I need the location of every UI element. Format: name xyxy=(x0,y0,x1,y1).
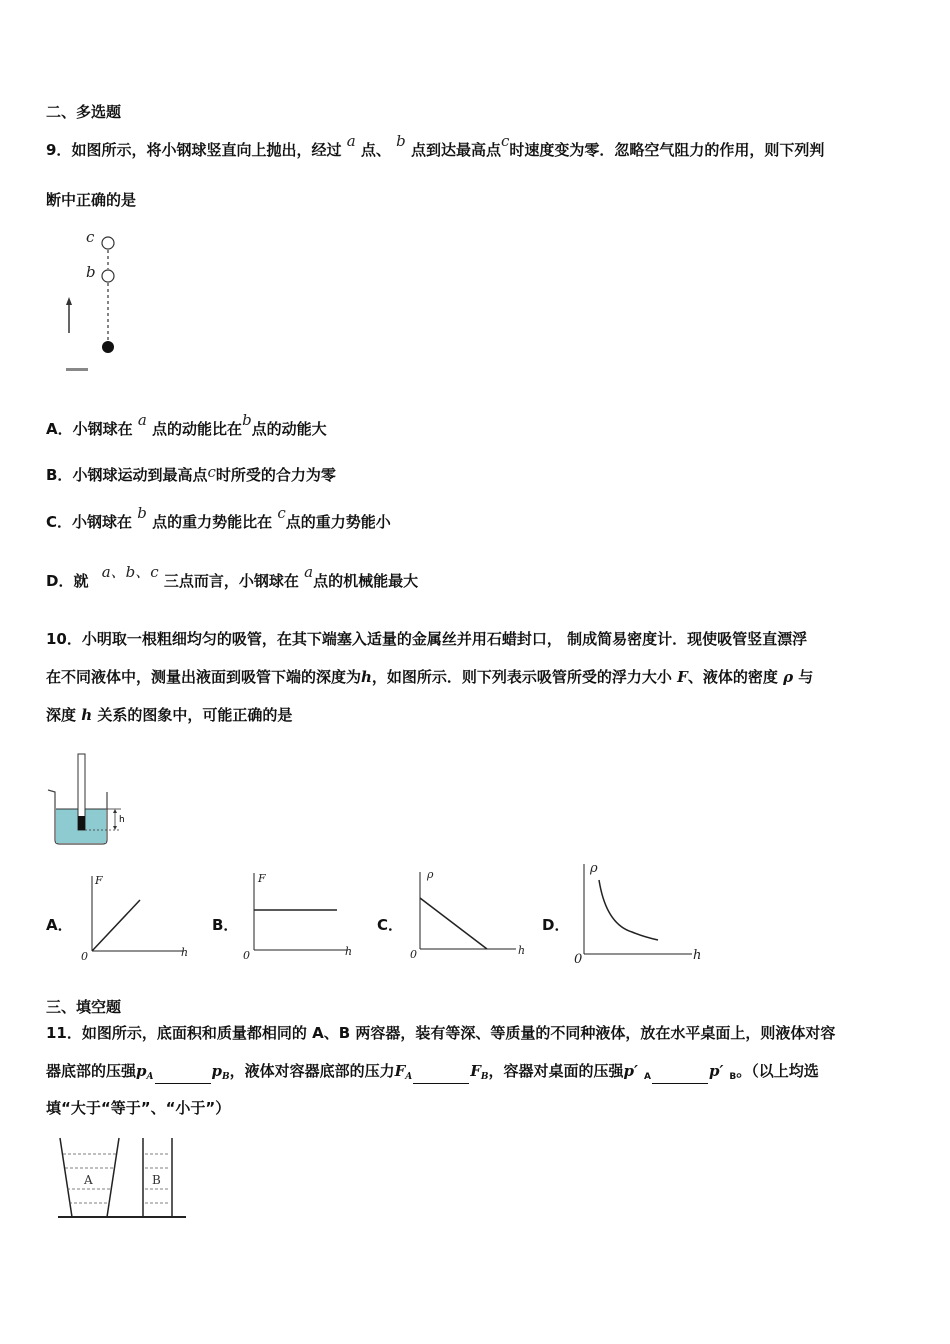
q9-stem-line1: 9．如图所示，将小钢球竖直向上抛出，经过 a 点、 b 点到达最高点c时速度变为零．忽略空气阻力的作用，则下列判 xyxy=(46,132,825,159)
fig-label-c: c xyxy=(86,228,95,246)
depth-arrow-up-icon xyxy=(113,809,117,813)
graph-c-y-label: ρ xyxy=(427,868,434,881)
graph-d-x-label: h xyxy=(693,948,702,963)
q11-stem-line3: 填“大于“等于”、“小于”） xyxy=(46,1099,231,1117)
q9-option-a[interactable]: A．小钢球在 a 点的动能比在b点的动能大 xyxy=(46,411,327,438)
q10-stem-line2: 在不同液体中，测量出液面到吸管下端的深度为h，如图所示．则下列表示吸管所受的浮力大小 F、液体的密度 ρ 与 xyxy=(46,668,814,686)
graph-c-x-label: h xyxy=(518,944,526,957)
container-a-left-wall xyxy=(60,1138,72,1217)
graph-c-origin: 0 xyxy=(410,948,417,961)
straw-weight xyxy=(78,816,85,830)
ball-at-start xyxy=(102,341,114,353)
graph-c-line xyxy=(420,898,487,949)
graph-d xyxy=(572,858,706,966)
graph-d-y-label: ρ xyxy=(590,861,598,876)
q9-ball-figure xyxy=(60,225,140,375)
graph-d-curve xyxy=(599,880,658,940)
depth-arrow-down-icon xyxy=(113,826,117,830)
section-title-fill-blank: 三、填空题 xyxy=(46,998,122,1016)
graph-a xyxy=(80,872,190,962)
container-a-label: A xyxy=(84,1173,93,1187)
point-c: c xyxy=(500,132,510,150)
q10-stem-line3: 深度 h 关系的图象中，可能正确的是 xyxy=(46,706,293,724)
graph-b-y-label: F xyxy=(258,872,266,885)
point-a: a xyxy=(346,132,356,150)
graph-a-x-label: h xyxy=(181,946,189,959)
blank-pressure[interactable] xyxy=(155,1069,211,1084)
graph-a-origin: 0 xyxy=(81,950,88,963)
blank-force[interactable] xyxy=(413,1069,469,1084)
q11-stem-line2: 器底部的压强$p_A$ $p_B$，液体对容器底部的压力$F_A$ $F_B$，容器对桌面的压强p′ $_A$ p′ $_B$。（以上均选 xyxy=(46,1062,819,1082)
graph-d-origin: 0 xyxy=(574,952,583,967)
depth-label: h xyxy=(119,815,125,825)
q10-beaker-figure xyxy=(45,752,145,847)
graph-b xyxy=(242,870,358,960)
q9-stem-line2: 断中正确的是 xyxy=(46,191,137,209)
q10-option-b-label[interactable]: B． xyxy=(212,916,239,934)
q10-stem-line1: 10．小明取一根粗细均匀的吸管，在其下端塞入适量的金属丝并用石蜡封口， 制成简易密度计．现使吸管竖直漂浮 xyxy=(46,630,808,648)
blank-table-pressure[interactable] xyxy=(652,1069,708,1084)
graph-a-y-label: F xyxy=(95,874,103,887)
ball-at-c xyxy=(102,237,114,249)
container-b-label: B xyxy=(152,1173,161,1187)
graph-a-line xyxy=(92,900,140,951)
graph-b-origin: 0 xyxy=(243,949,250,962)
q10-option-c-label[interactable]: C． xyxy=(377,916,404,934)
q11-containers-figure xyxy=(55,1133,190,1223)
graph-c xyxy=(408,866,528,960)
q11-stem-line1: 11．如图所示，底面积和质量都相同的 A、B 两容器，装有等深、等质量的不同种液体，放在水平桌面上，则液体对容 xyxy=(46,1024,836,1042)
fig-label-b: b xyxy=(86,263,96,281)
q9-option-b[interactable]: B．小钢球运动到最高点c时所受的合力为零 xyxy=(46,463,336,484)
q9-option-d[interactable]: D．就 a、b、c 三点而言，小钢球在 a点的机械能最大 xyxy=(46,563,419,590)
section-title-multiple-choice: 二、多选题 xyxy=(46,103,122,121)
graph-b-x-label: h xyxy=(345,945,353,958)
q10-number: 10． xyxy=(46,630,82,648)
q10-option-a-label[interactable]: A． xyxy=(46,916,73,934)
q10-option-d-label[interactable]: D． xyxy=(542,916,570,934)
ball-at-b xyxy=(102,270,114,282)
figure-caption-fragment xyxy=(66,368,88,371)
point-b: b xyxy=(396,132,406,150)
q9-number: 9． xyxy=(46,141,72,159)
container-a-right-wall xyxy=(107,1138,119,1217)
q11-number: 11． xyxy=(46,1024,82,1042)
arrow-head-icon xyxy=(66,297,72,305)
q9-option-c[interactable]: C．小钢球在 b 点的重力势能比在 c点的重力势能小 xyxy=(46,504,391,531)
